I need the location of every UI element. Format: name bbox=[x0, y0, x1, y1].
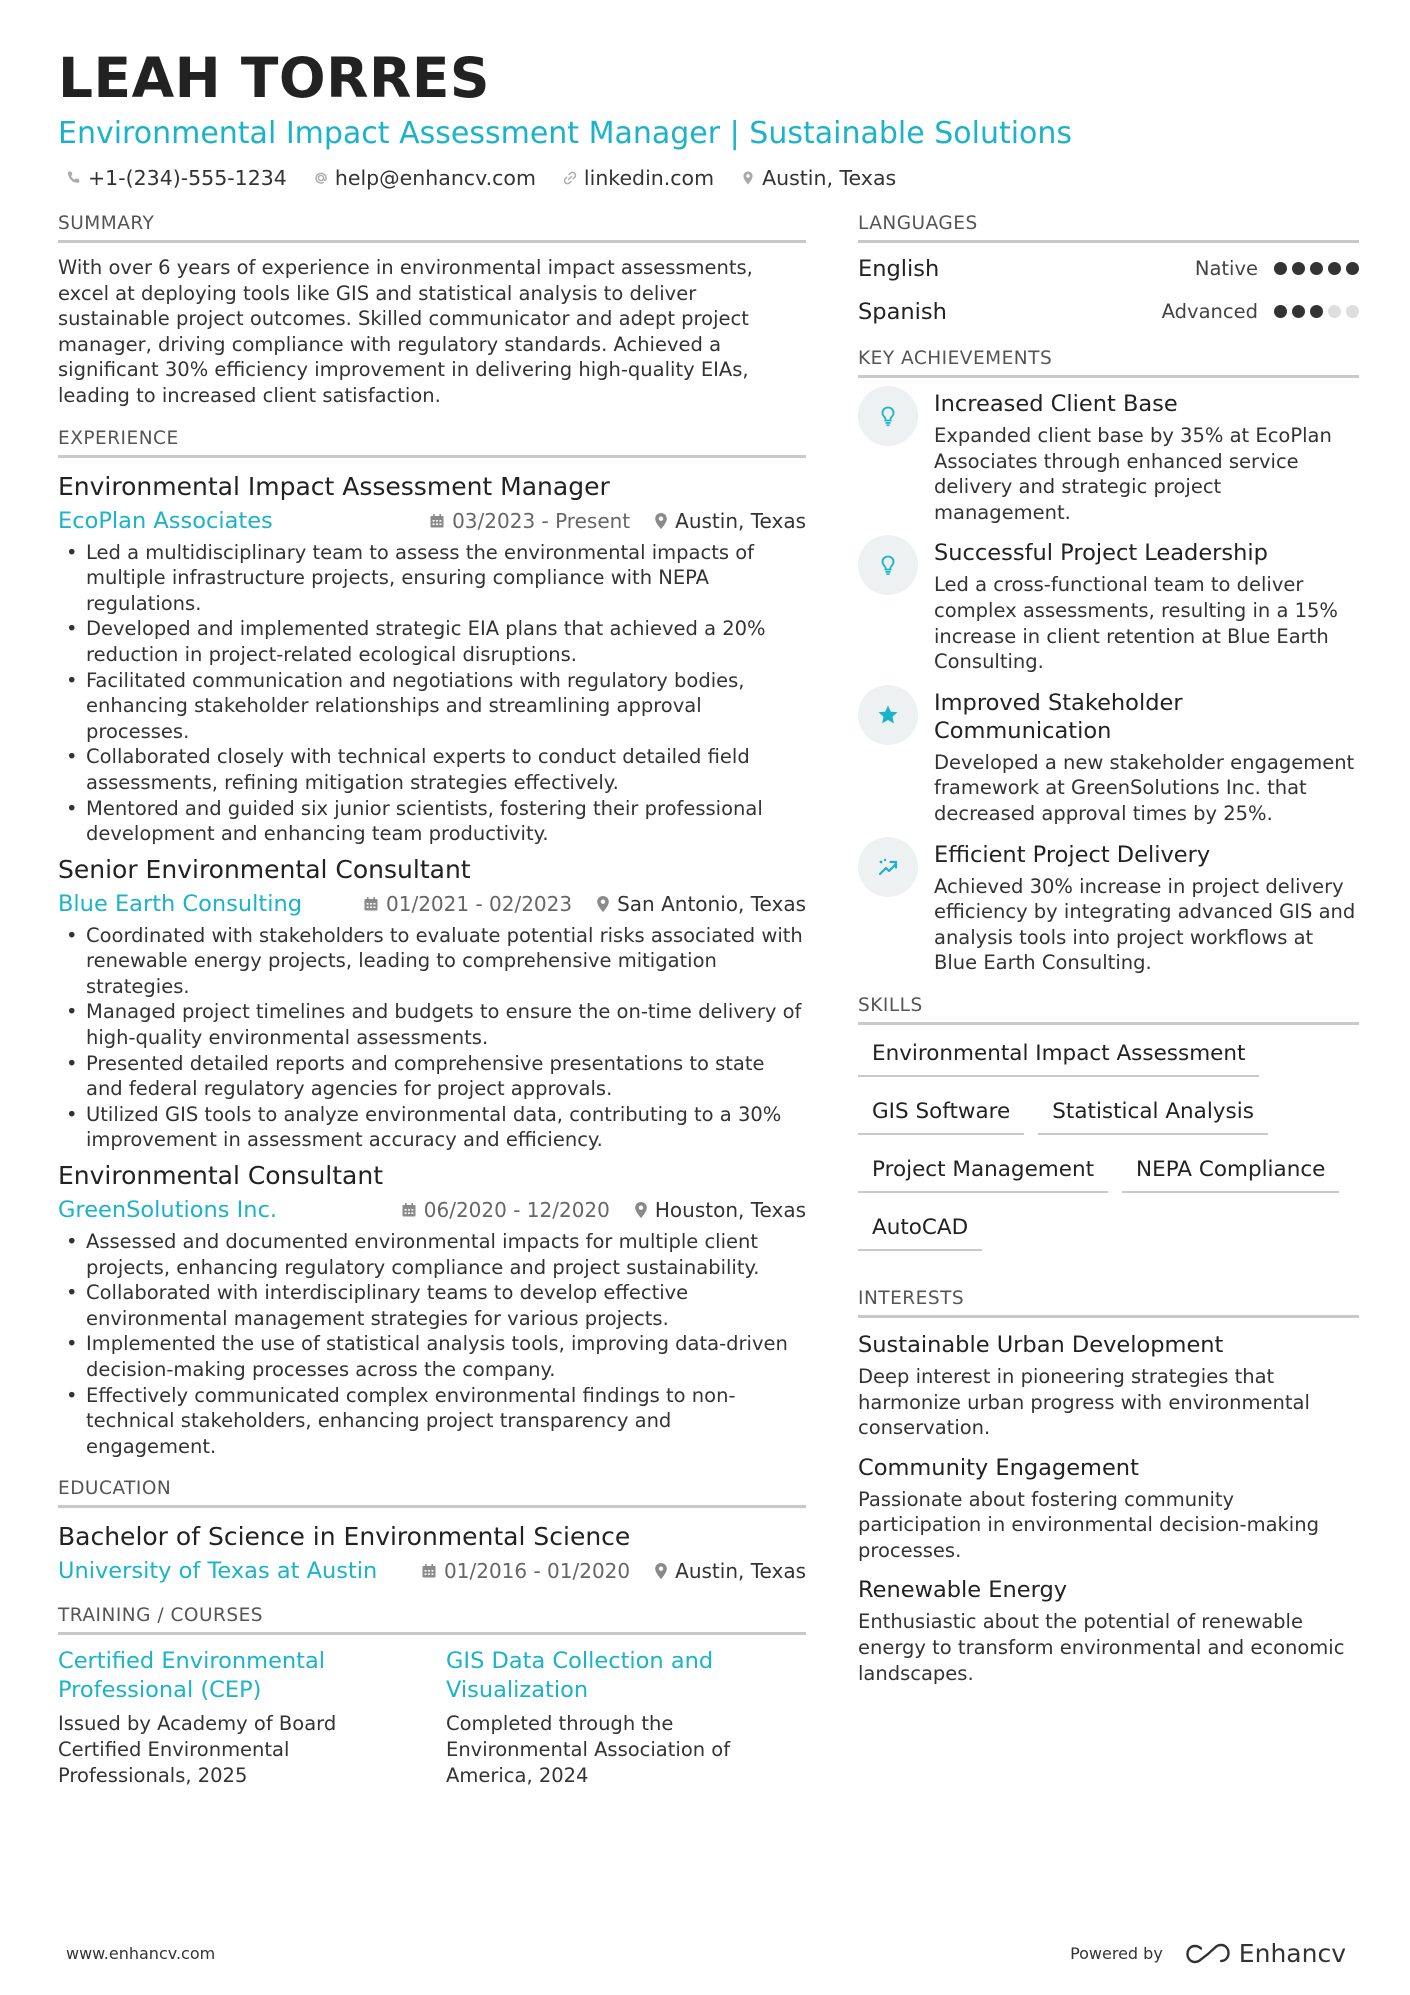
interest-item bbox=[858, 1575, 1359, 1686]
page-footer bbox=[66, 1939, 1346, 1968]
contact-location bbox=[740, 164, 896, 192]
job-dates bbox=[401, 1195, 610, 1225]
interest-desc: Deep interest in pioneering strategies that harmonize urban progress with environmental conservation. bbox=[858, 1364, 1310, 1440]
rating-dot bbox=[1310, 262, 1323, 275]
interests-section bbox=[858, 1287, 1359, 1686]
job-dates-text: 03/2023 - Present bbox=[452, 508, 631, 533]
lightbulb-icon bbox=[858, 535, 918, 595]
job-bullets bbox=[58, 1229, 806, 1459]
interest-desc: Passionate about fostering community participation in environmental decision-making processes. bbox=[858, 1487, 1319, 1562]
education-meta bbox=[58, 1556, 806, 1586]
experience-heading: EXPERIENCE bbox=[58, 427, 806, 458]
job-bullet: • Effectively communicated complex environmental findings to non-technical stakeholders, enhancing project transparency and engagement. bbox=[58, 1383, 806, 1460]
rating-dot bbox=[1328, 262, 1341, 275]
achievement-title: Successful Project Leadership bbox=[934, 540, 1268, 567]
achievement-item bbox=[858, 539, 1359, 674]
footer-url[interactable]: www.enhancv.com bbox=[66, 1944, 216, 1963]
job-location bbox=[654, 506, 806, 536]
skill-tag: Environmental Impact Assessment bbox=[858, 1033, 1259, 1077]
achievement-desc: Expanded client base by 35% at EcoPlan Associates through enhanced service delivery and strategic project management. bbox=[934, 424, 1332, 524]
job-dates bbox=[429, 506, 630, 536]
resume-header bbox=[58, 44, 1358, 192]
map-pin-icon bbox=[654, 512, 668, 530]
summary-heading: SUMMARY bbox=[58, 212, 806, 243]
skill-tag: Statistical Analysis bbox=[1038, 1091, 1268, 1135]
education-location bbox=[654, 1556, 806, 1586]
rating-dot bbox=[1274, 262, 1287, 275]
job-bullet: • Collaborated closely with technical experts to conduct detailed field assessments, refining mitigation strategies effectively. bbox=[58, 744, 806, 795]
degree-title: Bachelor of Science in Environmental Science bbox=[58, 1522, 631, 1552]
job-meta bbox=[58, 506, 806, 536]
skills-heading: SKILLS bbox=[858, 994, 1359, 1025]
course-title[interactable]: Certified Environmental Professional (CEP) bbox=[58, 1648, 326, 1704]
language-name: Spanish bbox=[858, 298, 947, 325]
job-bullet: • Led a multidisciplinary team to assess the environmental impacts of multiple infrastructure projects, ensuring compliance with NEPA regulations. bbox=[58, 540, 806, 617]
calendar-icon bbox=[429, 513, 445, 529]
job-bullets bbox=[58, 923, 806, 1153]
language-level: Native bbox=[1194, 257, 1258, 280]
interest-title: Renewable Energy bbox=[858, 1577, 1068, 1604]
interest-title: Community Engagement bbox=[858, 1454, 1139, 1481]
summary-section bbox=[58, 212, 806, 409]
company-name[interactable]: GreenSolutions Inc. bbox=[58, 1197, 278, 1224]
course-title[interactable]: GIS Data Collection and Visualization bbox=[446, 1648, 714, 1704]
contact-row bbox=[58, 164, 1358, 192]
skills-section bbox=[858, 994, 1359, 1251]
calendar-icon bbox=[363, 896, 379, 912]
powered-by bbox=[1070, 1939, 1346, 1968]
achievement-desc: Developed a new stakeholder engagement framework at GreenSolutions Inc. that decreased approval times by 25%. bbox=[934, 750, 1355, 825]
job-location-text: Houston, Texas bbox=[654, 1198, 806, 1223]
interest-desc: Enthusiastic about the potential of renewable energy to transform environmental and economic landscapes. bbox=[858, 1610, 1345, 1685]
interests-heading: INTERESTS bbox=[858, 1287, 1359, 1318]
language-row bbox=[858, 290, 1359, 333]
rating-dot bbox=[1328, 305, 1341, 318]
achievement-item bbox=[858, 689, 1359, 827]
training-heading: TRAINING / COURSES bbox=[58, 1604, 806, 1635]
achievements-section bbox=[858, 347, 1359, 976]
phone-text: +1-(234)-555-1234 bbox=[88, 166, 287, 190]
rating-dot bbox=[1346, 305, 1359, 318]
job-bullet: • Mentored and guided six junior scientists, fostering their professional development and enhancing team productivity. bbox=[58, 796, 806, 847]
job-bullet: • Assessed and documented environmental impacts for multiple client projects, enhancing regulatory compliance and project sustainability. bbox=[58, 1229, 806, 1280]
rating-dot bbox=[1292, 305, 1305, 318]
contact-linkedin[interactable] bbox=[562, 164, 714, 192]
achievement-title: Efficient Project Delivery bbox=[934, 841, 1211, 868]
calendar-icon bbox=[421, 1563, 437, 1579]
map-pin-icon bbox=[634, 1201, 648, 1219]
job-entry bbox=[58, 1159, 806, 1459]
job-dates bbox=[363, 889, 572, 919]
achievement-item bbox=[858, 841, 1359, 976]
job-location-text: Austin, Texas bbox=[675, 508, 806, 533]
language-rating bbox=[1274, 262, 1359, 275]
skill-tag: Project Management bbox=[858, 1149, 1108, 1193]
achievement-title: Increased Client Base bbox=[934, 391, 1178, 417]
growth-arrow-icon bbox=[858, 837, 918, 897]
contact-email[interactable] bbox=[313, 164, 536, 192]
achievement-desc: Achieved 30% increase in project delivery efficiency by integrating advanced GIS and analysis tools into project workflows at Blue Earth Consulting. bbox=[934, 874, 1356, 975]
brand-name: Enhancv bbox=[1238, 1939, 1346, 1968]
job-meta bbox=[58, 889, 806, 919]
company-name[interactable]: Blue Earth Consulting bbox=[58, 890, 303, 917]
company-name[interactable]: EcoPlan Associates bbox=[58, 507, 273, 534]
course-item bbox=[446, 1647, 806, 1788]
experience-section bbox=[58, 427, 806, 1460]
job-title: Environmental Consultant bbox=[58, 1161, 384, 1191]
course-desc: Completed through the Environmental Association of America, 2024 bbox=[446, 1712, 731, 1787]
email-text: help@enhancv.com bbox=[334, 166, 536, 190]
languages-heading: LANGUAGES bbox=[858, 212, 1359, 243]
map-pin-icon bbox=[654, 1562, 668, 1580]
at-icon bbox=[313, 170, 329, 186]
skill-tag: AutoCAD bbox=[858, 1207, 982, 1251]
achievements-heading: KEY ACHIEVEMENTS bbox=[858, 347, 1359, 378]
job-entry bbox=[58, 853, 806, 1153]
job-bullet: • Managed project timelines and budgets to ensure the on-time delivery of high-quality environmental assessments. bbox=[58, 999, 806, 1050]
school-name[interactable]: University of Texas at Austin bbox=[58, 1558, 378, 1585]
powered-by-text: Powered by bbox=[1070, 1944, 1163, 1963]
job-title: Environmental Impact Assessment Manager bbox=[58, 471, 610, 501]
achievement-body bbox=[934, 539, 1359, 674]
achievement-body bbox=[934, 689, 1359, 827]
language-level: Advanced bbox=[1161, 300, 1258, 323]
skill-tag: NEPA Compliance bbox=[1122, 1149, 1339, 1193]
calendar-icon bbox=[401, 1202, 417, 1218]
lightbulb-icon bbox=[858, 386, 918, 446]
language-row bbox=[858, 247, 1359, 290]
training-section bbox=[58, 1604, 806, 1788]
map-pin-icon bbox=[596, 895, 610, 913]
skill-list bbox=[858, 1033, 1359, 1251]
left-column bbox=[58, 212, 806, 1806]
course-item bbox=[58, 1647, 418, 1788]
language-name: English bbox=[858, 255, 940, 282]
achievement-body bbox=[934, 841, 1359, 976]
job-location bbox=[634, 1195, 806, 1225]
languages-section bbox=[858, 212, 1359, 333]
course-desc: Issued by Academy of Board Certified Environmental Professionals, 2025 bbox=[58, 1712, 337, 1787]
education-dates bbox=[421, 1556, 630, 1586]
brand-logo[interactable] bbox=[1185, 1939, 1346, 1968]
job-bullet: • Developed and implemented strategic EIA plans that achieved a 20% reduction in project-related ecological disruptions. bbox=[58, 616, 806, 667]
enhancv-logo-icon bbox=[1185, 1943, 1231, 1965]
rating-dot bbox=[1292, 262, 1305, 275]
job-bullet: • Facilitated communication and negotiations with regulatory bodies, enhancing stakeholder relationships and streamlining approval processes. bbox=[58, 668, 806, 745]
job-bullet: • Presented detailed reports and comprehensive presentations to state and federal regulatory agencies for project approvals. bbox=[58, 1051, 806, 1102]
summary-text: With over 6 years of experience in environmental impact assessments, excel at deploying tools like GIS and statistical analysis to deliver sustainable project outcomes. Skilled communicator and adept project manager, driving compliance with regulatory standards. Achieved a significant 30% efficiency improvement in delivering high-quality EIAs, leading to increased client satisfaction. bbox=[58, 256, 753, 407]
job-dates-text: 01/2021 - 02/2023 bbox=[386, 891, 573, 916]
rating-dot bbox=[1274, 305, 1287, 318]
achievement-desc: Led a cross-functional team to deliver complex assessments, resulting in a 15% increase in client retention at Blue Earth Consulting. bbox=[934, 573, 1338, 674]
job-bullets bbox=[58, 540, 806, 847]
job-bullet: • Implemented the use of statistical analysis tools, improving data-driven decision-making processes across the company. bbox=[58, 1331, 806, 1382]
right-column bbox=[858, 212, 1359, 1704]
job-bullet: • Coordinated with stakeholders to evaluate potential risks associated with renewable energy projects, leading to comprehensive mitigation strategies. bbox=[58, 923, 806, 1000]
candidate-name: LEAH TORRES bbox=[58, 46, 491, 110]
education-dates-text: 01/2016 - 01/2020 bbox=[444, 1559, 631, 1584]
skill-tag: GIS Software bbox=[858, 1091, 1024, 1135]
location-text: Austin, Texas bbox=[762, 166, 897, 190]
candidate-title: Environmental Impact Assessment Manager | Sustainable Solutions bbox=[58, 116, 1073, 151]
achievement-title: Improved Stakeholder Communication bbox=[934, 689, 1183, 744]
achievement-body bbox=[934, 390, 1359, 525]
job-meta bbox=[58, 1195, 806, 1225]
contact-phone[interactable] bbox=[66, 164, 287, 192]
job-title: Senior Environmental Consultant bbox=[58, 854, 471, 884]
rating-dot bbox=[1310, 305, 1323, 318]
education-location-text: Austin, Texas bbox=[675, 1559, 806, 1584]
job-dates-text: 06/2020 - 12/2020 bbox=[423, 1198, 610, 1223]
phone-icon bbox=[66, 170, 82, 186]
interest-title: Sustainable Urban Development bbox=[858, 1331, 1224, 1358]
achievement-item bbox=[858, 390, 1359, 525]
star-icon bbox=[858, 685, 918, 745]
course-list bbox=[58, 1647, 806, 1788]
link-icon bbox=[562, 170, 578, 186]
job-bullet: • Utilized GIS tools to analyze environmental data, contributing to a 30% improvement in assessment accuracy and efficiency. bbox=[58, 1102, 806, 1153]
map-pin-icon bbox=[740, 170, 756, 186]
language-rating bbox=[1274, 305, 1359, 318]
education-heading: EDUCATION bbox=[58, 1477, 806, 1508]
interest-item bbox=[858, 1453, 1359, 1564]
job-location bbox=[596, 889, 806, 919]
job-entry bbox=[58, 470, 806, 847]
job-bullet: • Collaborated with interdisciplinary teams to develop effective environmental management strategies for various projects. bbox=[58, 1280, 806, 1331]
interest-item bbox=[858, 1330, 1359, 1441]
rating-dot bbox=[1346, 262, 1359, 275]
linkedin-text: linkedin.com bbox=[583, 166, 715, 190]
job-location-text: San Antonio, Texas bbox=[617, 891, 806, 916]
education-section bbox=[58, 1477, 806, 1586]
